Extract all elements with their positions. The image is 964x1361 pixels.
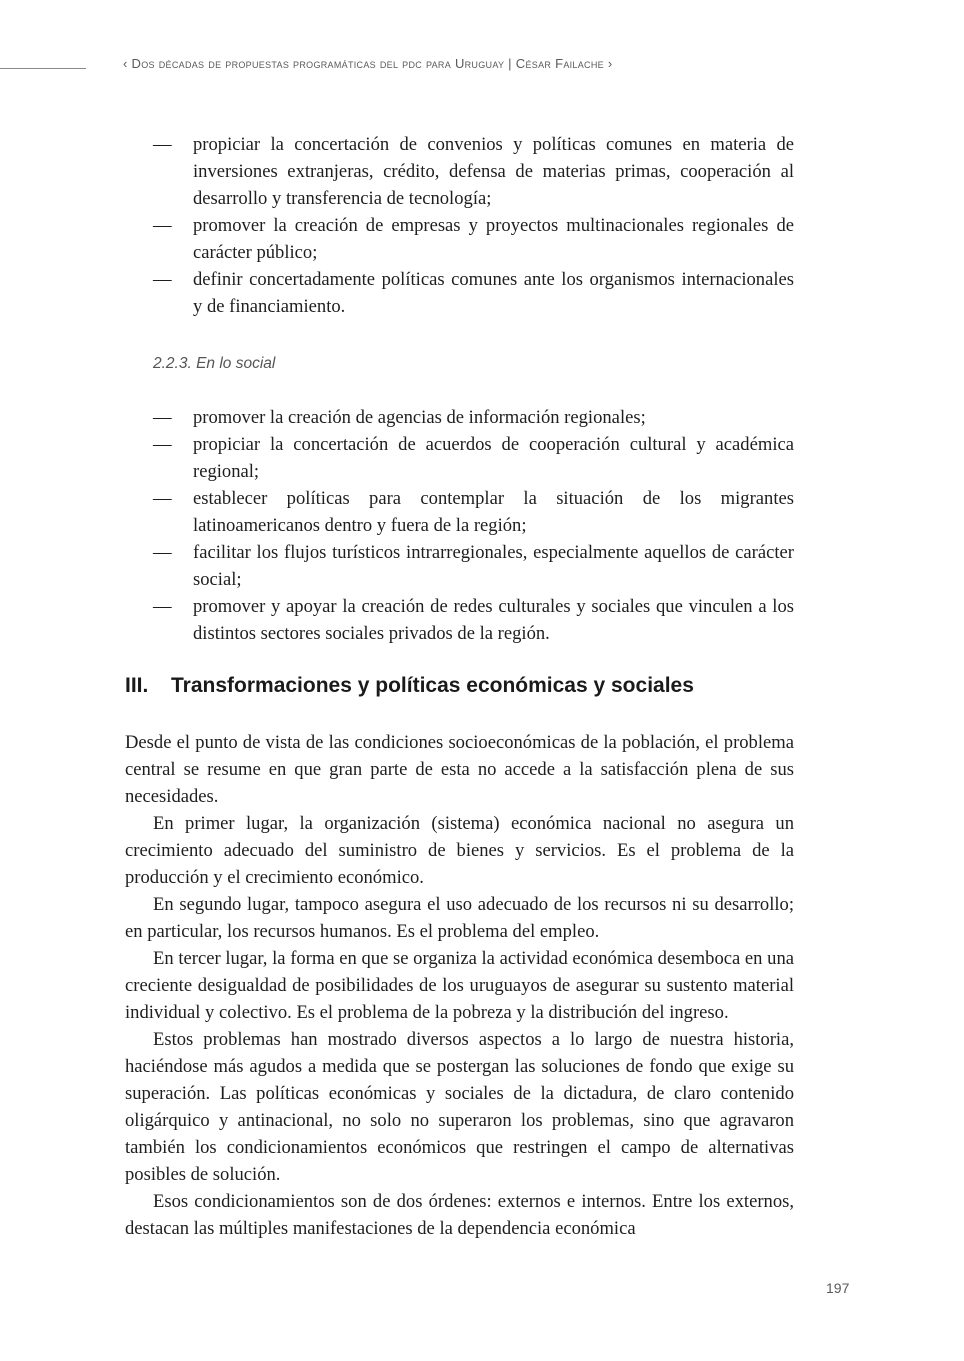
dash-bullet: — [153,269,172,290]
section-title: Transformaciones y políticas económicas y sociales [171,674,694,697]
dash-bullet: — [153,488,172,509]
list-item-text: promover la creación de empresas y proyectos multinacionales regionales de carácter público; [193,215,794,263]
dash-bullet: — [153,434,172,455]
dash-bullet: — [153,215,172,236]
social-bullet-list [125,404,794,647]
paragraph: En primer lugar, la organización (sistema) económica nacional no asegura un crecimiento adecuado del suministro de bienes y servicios. Es el problema de la producción y el crecimiento económico. [125,813,794,888]
list-item [125,266,794,320]
list-item [125,539,794,593]
running-header: ‹ Dos décadas de propuestas programáticas del pdc para Uruguay | César Failache › [123,56,613,71]
paragraph: Estos problemas han mostrado diversos aspectos a lo largo de nuestra historia, haciéndose más agudos a medida que se postergan las soluciones de fondo que exige su superación. Las políticas económicas y sociales de la dictadura, de claro contenido oligárquico y antinacional, no solo no superaron los problemas, sino que agravaron también los condicionamientos económicos que restringen el campo de alternativas posibles de solución. [125,1029,794,1185]
list-item [125,485,794,539]
list-item-text: promover y apoyar la creación de redes culturales y sociales que vinculen a los distintos sectores sociales privados de la región. [193,596,794,644]
dash-bullet: — [153,542,172,563]
paragraph: En segundo lugar, tampoco asegura el uso adecuado de los recursos ni su desarrollo; en particular, los recursos humanos. Es el problema del empleo. [125,894,794,942]
top-bullet-list [125,131,794,320]
subsection-heading: 2.2.3. En lo social [153,355,276,372]
list-item [125,404,794,431]
list-item-text: establecer políticas para contemplar la situación de los migrantes latinoamericanos dentro y fuera de la región; [193,488,794,536]
paragraph: En tercer lugar, la forma en que se organiza la actividad económica desemboca en una creciente desigualdad de posibilidades de los uruguayos de asegurar su sustento material individual y colectivo. Es el problema de la pobreza y la distribución del ingreso. [125,948,794,1023]
dash-bullet: — [153,596,172,617]
list-item-text: propiciar la concertación de convenios y políticas comunes en materia de inversiones extranjeras, crédito, defensa de materias primas, cooperación al desarrollo y transferencia de tecnología; [193,134,794,209]
paragraph: Desde el punto de vista de las condiciones socioeconómicas de la población, el problema central se resume en que gran parte de esta no accede a la satisfacción plena de sus necesidades. [125,732,794,807]
section-heading [125,671,794,701]
list-item [125,131,794,212]
list-item-text: propiciar la concertación de acuerdos de cooperación cultural y académica regional; [193,434,794,482]
list-item [125,593,794,647]
dash-bullet: — [153,407,172,428]
list-item [125,431,794,485]
list-item-text: promover la creación de agencias de información regionales; [193,407,646,428]
list-item-text: definir concertadamente políticas comunes ante los organismos internacionales y de financiamiento. [193,269,794,317]
list-item-text: facilitar los flujos turísticos intrarregionales, especialmente aquellos de carácter social; [193,542,794,590]
list-item [125,212,794,266]
header-rule [0,68,86,69]
page-number: 197 [826,1280,850,1296]
page-body [125,131,794,1242]
paragraph: Esos condicionamientos son de dos órdenes: externos e internos. Entre los externos, destacan las múltiples manifestaciones de la dependencia económica [125,1191,794,1239]
dash-bullet: — [153,134,172,155]
section-number: III. [125,674,149,697]
